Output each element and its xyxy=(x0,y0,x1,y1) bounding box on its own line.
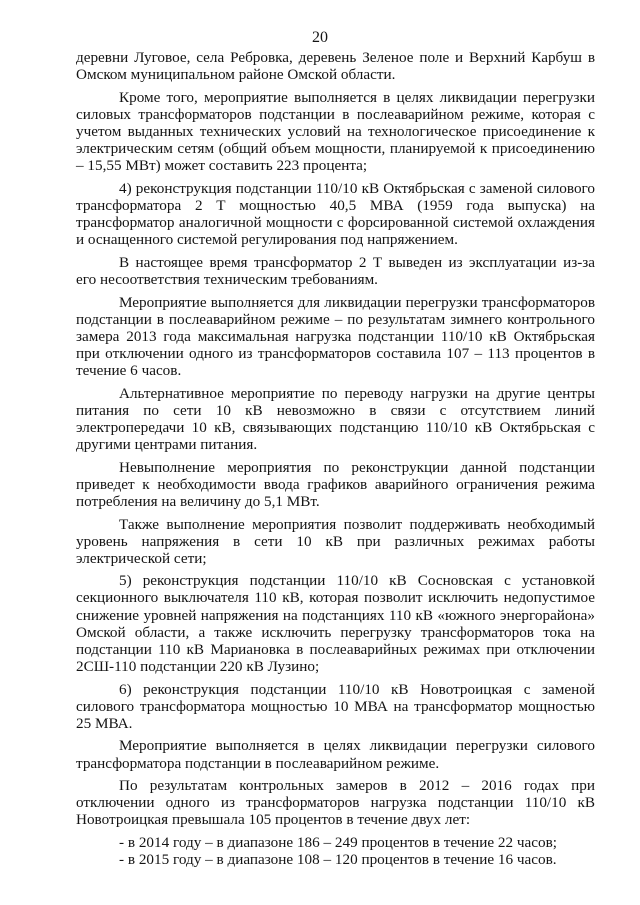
list-item-2015: - в 2015 году – в диапазоне 108 – 120 процентов в течение 16 часов. xyxy=(119,851,557,869)
paragraph-village-list: деревни Луговое, села Ребровка, деревень Зеленое поле и Верхний Карбуш в Омском муниципальном районе Омской области. xyxy=(76,49,595,84)
paragraph-item-5-sosnovskaya: 5) реконструкция подстанции 110/10 кВ Сосновская с установкой секционного выключателя 110 кВ, которая позволит исключить недопустимое снижение уровней напряжения на подстанциях 110 кВ «южного энергорайона» Омской области, а также исключить перегрузку трансформаторов тока на подстанции 110 кВ Мариановка в послеаварийных режимах при отключении 2СШ-110 подстанции 220 кВ Лузино; xyxy=(76,572,595,675)
paragraph-non-implementation: Невыполнение мероприятия по реконструкции данной подстанции приведет к необходимости ввода графиков аварийного ограничения режима потребления на величину до 5,1 МВт. xyxy=(76,458,595,510)
paragraph-transformer-2t-decommissioned: В настоящее время трансформатор 2 Т выведен из эксплуатации из-за его несоответствия техническим требованиям. xyxy=(76,253,595,288)
paragraph-item-6-novotroitskaya: 6) реконструкция подстанции 110/10 кВ Новотроицкая с заменой силового трансформатора мощностью 10 МВА на трансформатор мощностью 25 МВА. xyxy=(76,680,595,732)
list-item-2014: - в 2014 году – в диапазоне 186 – 249 процентов в течение 22 часов; xyxy=(119,834,557,852)
document-body xyxy=(76,49,595,868)
paragraph-control-measurements: По результатам контрольных замеров в 2012 – 2016 годах при отключении одного из трансформаторов нагрузка подстанции 110/10 кВ Новотроицкая превышала 105 процентов в течение двух лет: xyxy=(76,777,595,829)
paragraph-item-4-oktyabrskaya: 4) реконструкция подстанции 110/10 кВ Октябрьская с заменой силового трансформатора 2 Т мощностью 40,5 МВА (1959 года выпуска) на трансформатор аналогичной мощности с форсированной системой охлаждения и оснащенного системой регулирования под напряжением. xyxy=(76,179,595,249)
paragraph-measure-purpose: Мероприятие выполняется в целях ликвидации перегрузки силового трансформатора подстанции в послеаварийном режиме. xyxy=(76,737,595,772)
paragraph-voltage-level: Также выполнение мероприятия позволит поддерживать необходимый уровень напряжения в сети 10 кВ при различных режимах работы электрической сети; xyxy=(76,515,595,567)
paragraph-overload-223-percent: Кроме того, мероприятие выполняется в целях ликвидации перегрузки силовых трансформаторов подстанции в послеаварийном режиме, которая с учетом выданных технических условий на технологическое присоединение к электрическим сетям (общий объем мощности, планируемой к присоединению – 15,55 МВт) может составить 223 процента; xyxy=(76,88,595,175)
paragraph-winter-measurement-2013: Мероприятие выполняется для ликвидации перегрузки трансформаторов подстанции в послеаварийном режиме – по результатам зимнего контрольного замера 2013 года максимальная нагрузка подстанции 110/10 кВ Октябрьская при отключении одного из трансформаторов составила 107 – 113 процентов в течение 6 часов. xyxy=(76,293,595,379)
page-number: 20 xyxy=(312,29,328,46)
paragraph-alternative-measure: Альтернативное мероприятие по переводу нагрузки на другие центры питания по сети 10 кВ невозможно в связи с отсутствием линий электропередачи 10 кВ, связывающих подстанцию 110/10 кВ Октябрьская с другими центрами питания. xyxy=(76,384,595,453)
